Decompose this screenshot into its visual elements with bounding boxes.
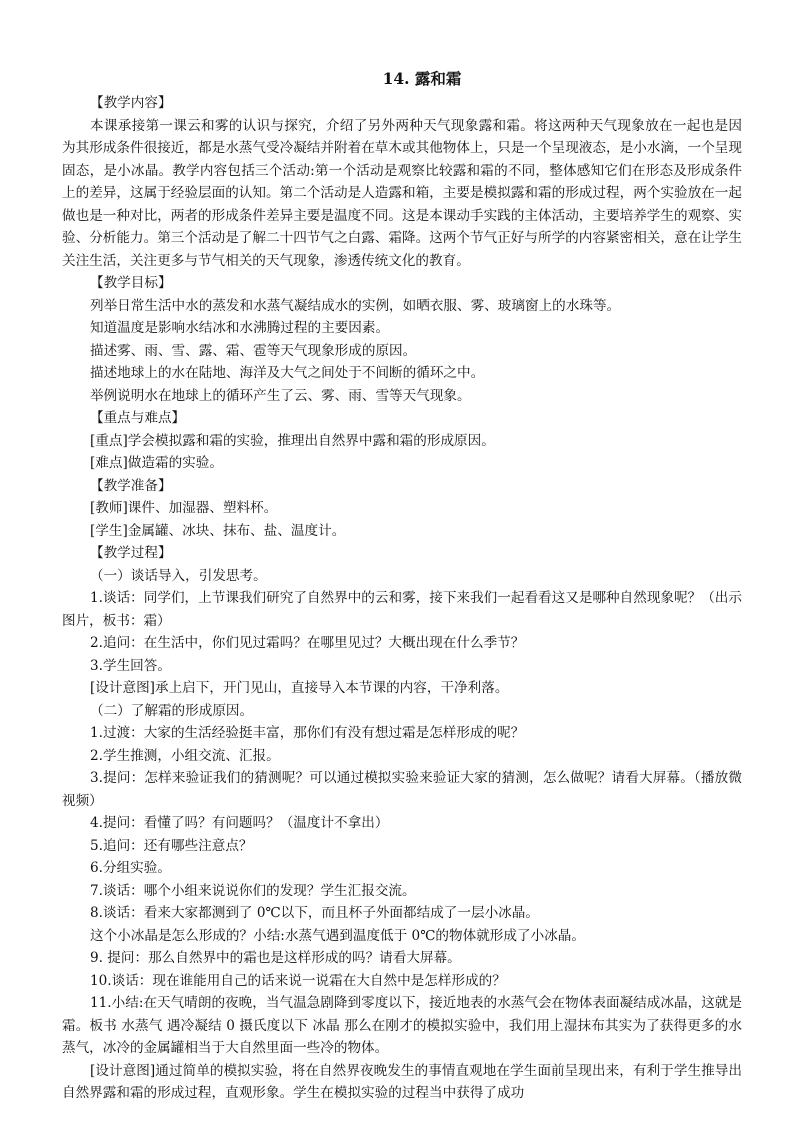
process-item: 2.学生推测，小组交流、汇报。 xyxy=(90,747,280,764)
section-heading-process: 【教学过程】 xyxy=(90,545,172,561)
goal-item: 描述雾、雨、雪、露、霜、雹等天气现象形成的原因。 xyxy=(90,342,417,359)
design-intent-note: [设计意图]承上启下，开门见山，直接导入本节课的内容，干净利落。 xyxy=(90,680,509,696)
process-item: 11.小结:在天气晴朗的夜晚，当气温急剧降到零度以下，接近地表的水蒸气会在物体表面凝结成冰晶，这就是霜。板书 水蒸气 遇冷凝结 0 摄氏度以下 冰晶 那么在刚才的模拟实验中，我们用上湿抹布其实为了获得更多的水蒸气，冰冷的金属罐相当于大自然里面一些冷的物体。 xyxy=(62,995,742,1056)
section-heading-preparation: 【教学准备】 xyxy=(90,477,172,494)
document-page xyxy=(62,66,742,1105)
section-heading-goals: 【教学目标】 xyxy=(90,275,172,291)
process-item: 这个小冰晶是怎么形成的？小结:水蒸气遇到温度低于 0℃的物体就形成了小冰晶。 xyxy=(90,927,585,944)
process-item: 5.追问：还有哪些注意点？ xyxy=(90,837,253,854)
design-intent-note: [设计意图]通过简单的模拟实验，将在自然界夜晚发生的事情直观地在学生面前呈现出来，有利于学生推导出自然界露和霜的形成过程，直观形象。学生在模拟实验的过程当中获得了成功 xyxy=(62,1062,742,1101)
process-item: 9. 提问：那么自然界中的霜也是这样形成的吗？请看大屏幕。 xyxy=(90,950,461,966)
process-item: 1.谈话：同学们，上节课我们研究了自然界中的云和雾，接下来我们一起看看这又是哪种自然现象呢？（出示图片，板书：霜） xyxy=(62,590,742,629)
process-item: （二）了解霜的形成原因。 xyxy=(90,702,254,719)
page-title: 14. 露和霜 xyxy=(382,69,462,88)
key-point-item: [难点]做造霜的实验。 xyxy=(90,455,223,471)
process-item: （一）谈话导入，引发思考。 xyxy=(90,567,267,584)
preparation-item: [教师]课件、加湿器、塑料杯。 xyxy=(90,500,278,516)
process-item: 6.分组实验。 xyxy=(90,860,171,876)
process-item: 7.谈话：哪个小组来说说你们的发现？学生汇报交流。 xyxy=(90,882,416,899)
process-item: 4.提问：看懂了吗？有问题吗？（温度计不拿出） xyxy=(90,815,389,831)
goal-item: 举例说明水在地球上的循环产生了云、雾、雨、雪等天气现象。 xyxy=(90,387,471,404)
process-item: 1.过渡：大家的生活经验挺丰富，那你们有没有想过霜是怎样形成的呢？ xyxy=(90,725,525,741)
process-item: 3.学生回答。 xyxy=(90,657,171,674)
section-heading-content: 【教学内容】 xyxy=(90,95,172,111)
section-heading-key-points: 【重点与难点】 xyxy=(90,410,186,426)
process-item: 3.提问：怎样来验证我们的猜测呢？可以通过模拟实验来验证大家的猜测，怎么做呢？请看大屏幕。（播放微视频） xyxy=(62,770,742,809)
goal-item: 列举日常生活中水的蒸发和水蒸气凝结成水的实例，如晒衣服、雾、玻璃窗上的水珠等。 xyxy=(90,297,621,314)
preparation-item: [学生]金属罐、冰块、抹布、盐、温度计。 xyxy=(90,522,346,539)
content-paragraph: 本课承接第一课云和雾的认识与探究，介绍了另外两种天气现象露和霜。将这两种天气现象放在一起也是因为其形成条件很接近，都是水蒸气受冷凝结并附着在草木或其他物体上，只是一个呈现液态，是小水滴，一个呈现固态，是小冰晶。教学内容包括三个活动:第一个活动是观察比较露和霜的不同，整体感知它们在形态及形成条件上的差异，这属于经验层面的认知。第二个活动是人造露和箱，主要是模拟露和霜的形成过程，两个实验放在一起做也是一种对比，两者的形成条件差异主要是温度不同。这是本课动手实践的主体活动，主要培养学生的观察、实验、分析能力。第三个活动是了解二十四节气之白露、霜降。这两个节气正好与所学的内容紧密相关，意在让学生关注生活，关注更多与节气相关的天气现象，渗透传统文化的教育。 xyxy=(62,117,742,269)
goal-item: 知道温度是影响水结冰和水沸腾过程的主要因素。 xyxy=(90,320,390,336)
process-item: 2.追问：在生活中，你们见过霜吗？在哪里见过？大概出现在什么季节？ xyxy=(90,635,525,651)
goal-item: 描述地球上的水在陆地、海洋及大气之间处于不间断的循环之中。 xyxy=(90,365,485,381)
key-point-item: [重点]学会模拟露和霜的实验，推理出自然界中露和霜的形成原因。 xyxy=(90,432,495,449)
process-item: 8.谈话：看来大家都测到了 0℃以下，而且杯子外面都结成了一层小冰晶。 xyxy=(90,905,539,921)
process-item: 10.谈话：现在谁能用自己的话来说一说霜在大自然中是怎样形成的？ xyxy=(90,972,506,989)
